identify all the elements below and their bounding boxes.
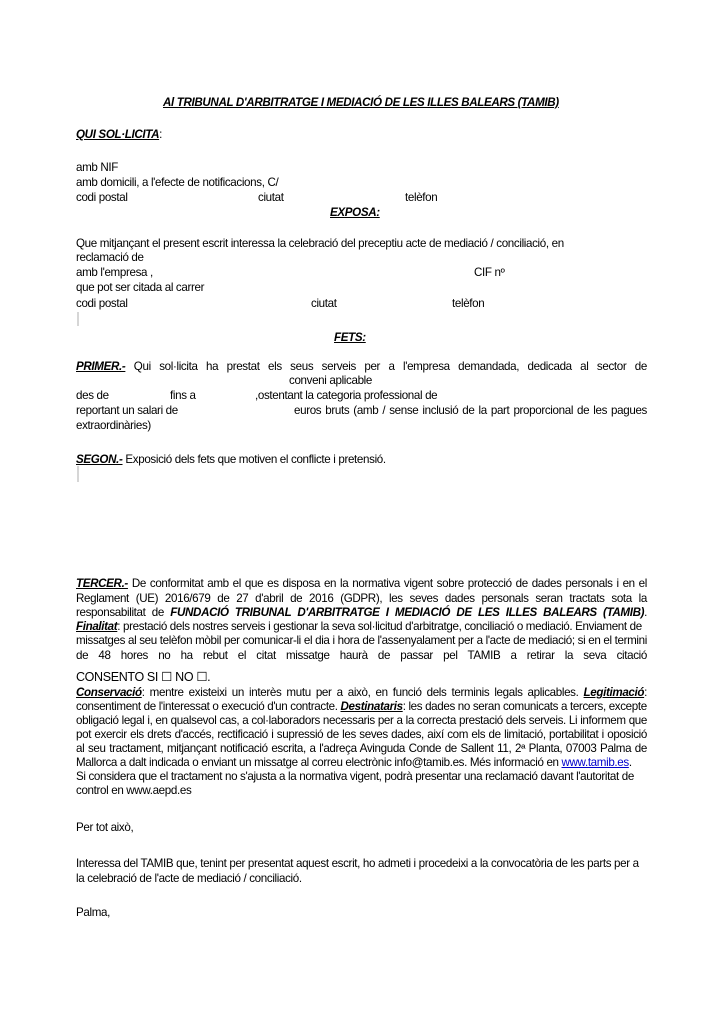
- primer-categoria: ,ostentant la categoria professional de: [255, 389, 438, 402]
- applicant-city: ciutat: [258, 191, 284, 204]
- segon-line: [76, 453, 386, 467]
- tercer-text-12-end: .: [628, 756, 632, 769]
- primer-des-de: des de: [76, 389, 109, 402]
- destinataris-text: : les dades no seran comunicats a tercers, excepte: [402, 700, 647, 713]
- applicant-heading-label: QUI SOL·LICITA: [76, 128, 160, 141]
- primer-label: PRIMER.-: [76, 360, 126, 373]
- applicant-nif: amb NIF: [76, 161, 119, 174]
- company-city: ciutat: [311, 297, 337, 310]
- tercer-text-1: De conformitat amb el que es disposa en la normativa vigent sobre protecció de dades personals i en el: [131, 577, 647, 590]
- applicant-heading: [76, 128, 162, 142]
- applicant-phone: telèfon: [405, 191, 438, 204]
- fets-heading: FETS:: [334, 331, 366, 344]
- tamib-website-link[interactable]: www.tamib.es: [561, 756, 629, 769]
- primer-line-1: [76, 360, 647, 374]
- empty-field-marker: [77, 312, 79, 326]
- tercer-line-9: obligació legal i, en qualsevol cas, a col·laboradors necessaris per a la correcta prestació dels serveis. Li informem que: [76, 714, 647, 727]
- primer-text: Qui sol·licita ha prestat els seus serveis per a l'empresa demandada, dedicada al sector de: [133, 360, 647, 373]
- primer-fins-a: fins a: [170, 389, 196, 402]
- tercer-line-7: [76, 686, 647, 700]
- tercer-line-5: missatges al seu telèfon mòbil per comunicar-li el dia i hora de l'assenyalament per a l'acte de mediació; si en el termini: [76, 634, 647, 647]
- tercer-line-6: de 48 hores no ha rebut el citat missatge haurà de passar pel TAMIB a retirar la seva citació: [76, 649, 647, 662]
- tercer-text-3-end: .: [644, 606, 648, 619]
- document-title: Al TRIBUNAL D'ARBITRATGE I MEDIACIÓ DE LES ILLES BALEARS (TAMIB): [163, 96, 559, 109]
- legitimacio-colon: :: [644, 686, 647, 699]
- primer-extra: extraordinàries): [76, 419, 151, 432]
- interessa-line-1: Interessa del TAMIB que, tenint per presentat aquest escrit, ho admeti i procedeixi a la convocatòria de les parts per a: [76, 857, 639, 870]
- applicant-address: amb domicili, a l'efecte de notificacions, C/: [76, 176, 279, 189]
- segon-label: SEGON.-: [76, 453, 123, 466]
- conservacio-text: : mentre existeixi un interès mutu per a això, en funció dels terminis legals aplicables.: [141, 686, 579, 699]
- empty-field-marker: [77, 466, 79, 482]
- company-postal-code: codi postal: [76, 297, 128, 310]
- applicant-postal-code: codi postal: [76, 191, 128, 204]
- tercer-line-11: al seu tractament, mitjançant notificació escrita, a l'adreça Avinguda Conde de Sallent 11, 2ª Planta, 07003 Palma de: [76, 742, 647, 755]
- primer-salari: reportant un salari de: [76, 404, 178, 417]
- interessa-line-2: la celebració de l'acte de mediació / conciliació.: [76, 872, 302, 885]
- finalitat-text: : prestació dels nostres serveis i gestionar la seva sol·licitud d'arbitratge, conciliació o mediació. Enviament de: [117, 620, 642, 633]
- destinataris-label: Destinataris: [340, 700, 403, 713]
- primer-conveni: conveni aplicable: [289, 374, 372, 387]
- tercer-text-12: Mallorca a dalt indicada o enviant un missatge al correu electrònic info@tamib.es. Més informació en: [76, 756, 559, 769]
- exposa-line-1: Que mitjançant el present escrit interessa la celebració del preceptiu acte de mediació / conciliació, en: [76, 237, 564, 250]
- exposa-line-2: reclamació de: [76, 251, 144, 264]
- tercer-line-3: [76, 606, 647, 620]
- legitimacio-text: consentiment de l'interessat o execució d'un contracte.: [76, 700, 338, 713]
- finalitat-label: Finalitat: [76, 620, 118, 633]
- tercer-line-12: [76, 756, 632, 770]
- tercer-line-2: Reglament (UE) 2016/679 de 27 d'abril de 2016 (GDPR), les seves dades personals seran tractats sota la: [76, 592, 647, 605]
- company-label: amb l'empresa ,: [76, 266, 153, 279]
- per-tot-aixo: Per tot això,: [76, 821, 134, 834]
- tamib-foundation-name: FUNDACIÓ TRIBUNAL D'ARBITRATGE I MEDIACIÓ DE LES ILLES BALEARS (TAMIB): [170, 606, 645, 619]
- company-street: que pot ser citada al carrer: [76, 281, 205, 294]
- tercer-line-14: control en www.aepd.es: [76, 784, 192, 797]
- tercer-line-13: Si considera que el tractament no s'ajusta a la normativa vigent, podrà presentar una reclamació davant l'autoritat de: [76, 770, 634, 783]
- tercer-line-8: [76, 700, 647, 714]
- consent-checkboxes[interactable]: CONSENTO SI ☐ NO ☐.: [76, 670, 211, 684]
- conservacio-label: Conservació: [76, 686, 142, 699]
- applicant-heading-colon: :: [159, 128, 162, 141]
- tercer-line-4: [76, 620, 642, 634]
- company-cif: CIF nº: [474, 266, 505, 279]
- segon-text: Exposició dels fets que motiven el conflicte i pretensió.: [125, 453, 386, 466]
- exposa-heading: EXPOSA:: [330, 206, 380, 219]
- tercer-label: TERCER.-: [76, 577, 128, 590]
- legitimacio-label: Legitimació: [583, 686, 645, 699]
- tercer-text-3: responsabilitat de: [76, 606, 164, 619]
- place-date: Palma,: [76, 906, 110, 919]
- tercer-line-1: [76, 577, 647, 591]
- tercer-line-10: pot exercir els drets d'accés, rectificació i supressió de les seves dades, així com els de limitació, portabilitat i oposició: [76, 728, 647, 741]
- company-phone: telèfon: [452, 297, 485, 310]
- primer-euros: euros bruts (amb / sense inclusió de la part proporcional de les pagues: [294, 404, 647, 417]
